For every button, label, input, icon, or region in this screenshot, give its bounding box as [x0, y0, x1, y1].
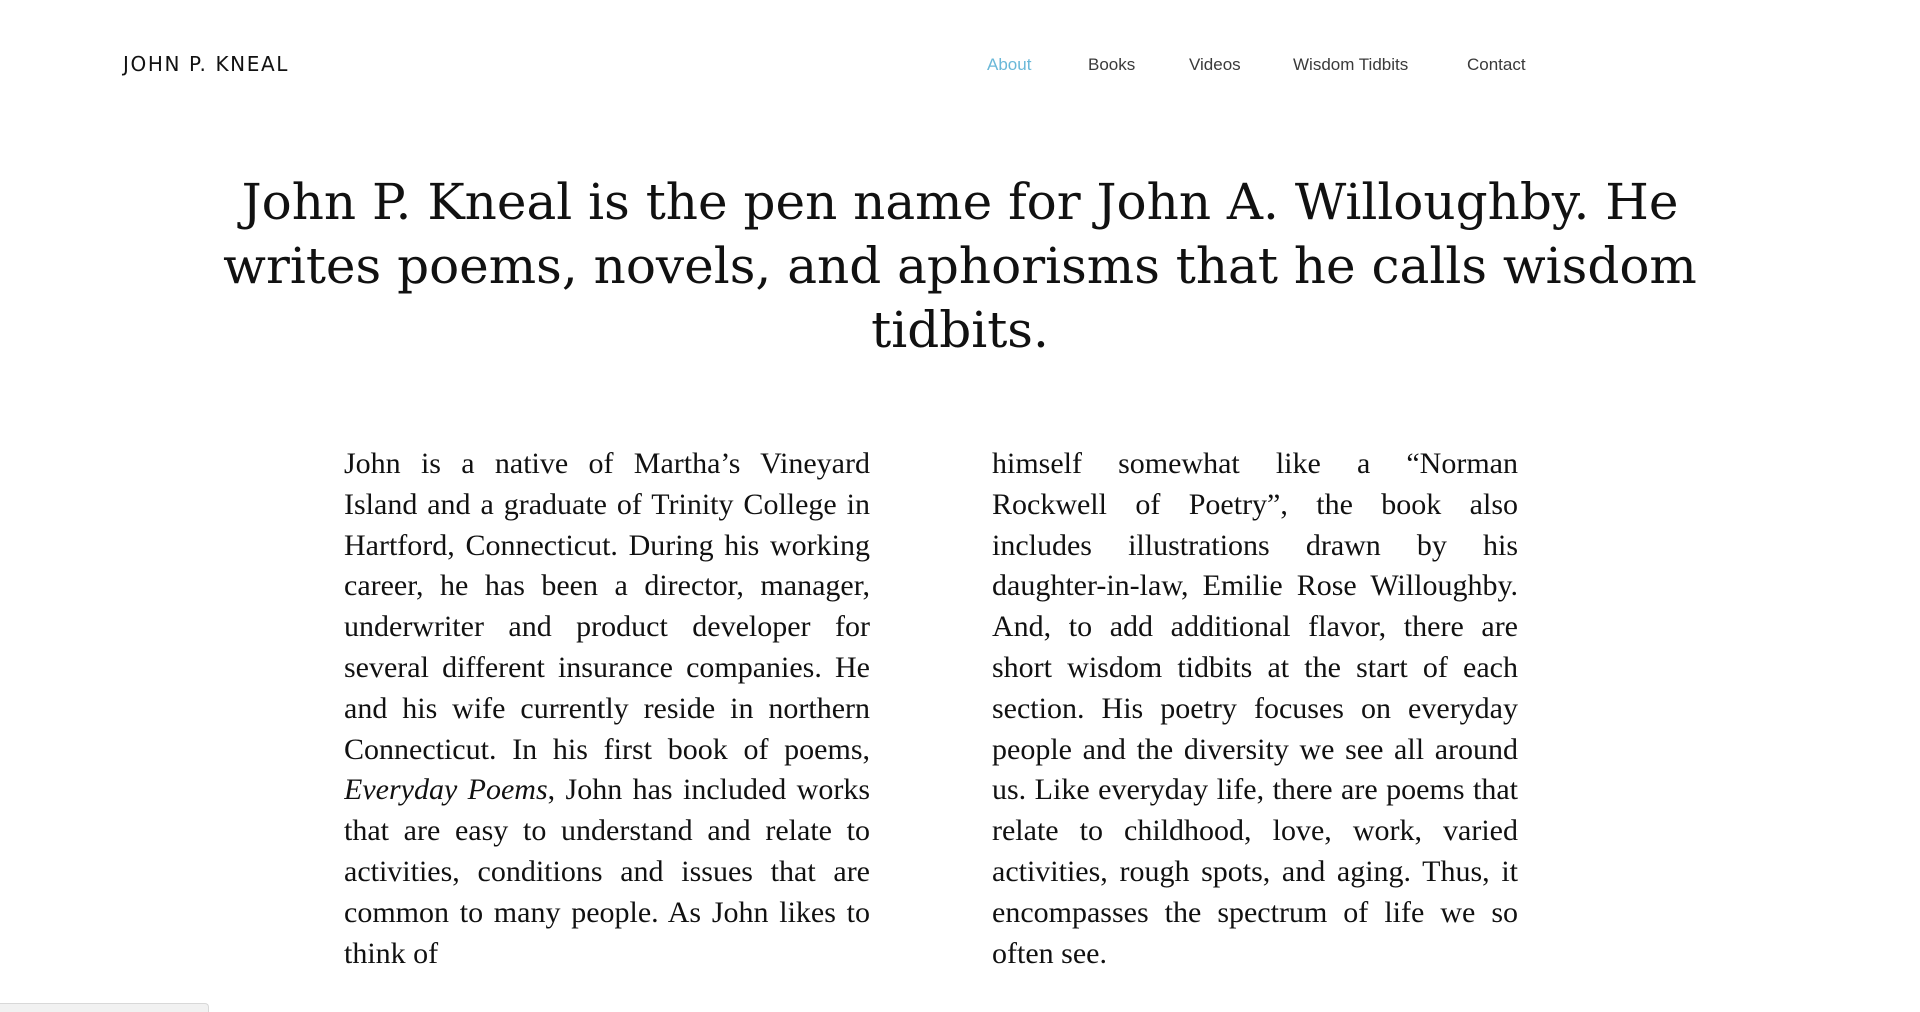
bio-column-right: himself somewhat like a “Norman Rockwell of Poetry”, the book also includes illustrations drawn by his daughter-in-law, Emilie Rose Willoughby. And, to add additional flavor, there are short wisdom tidbits at the start of each section. His poetry focuses on everyday people and the diversity we see all around us. Like everyday life, there are poems that relate to childhood, love, work, varied activities, rough spots, and aging. Thus, it encompasses the spectrum of life we so often see. [992, 447, 1518, 970]
page-headline: John P. Kneal is the pen name for John A. Willoughby. He writes poems, novels, and aphorisms that he calls wisdom tidbits. [223, 173, 1697, 359]
nav-wisdom-tidbits[interactable]: Wisdom Tidbits [1293, 55, 1409, 74]
main-nav [0, 55, 1920, 81]
bio-column-left [344, 444, 870, 974]
bio-text-part-1: John is a native of Martha’s Vineyard Island and a graduate of Trinity College in Hartford, Connecticut. During his working career, he has been a director, manager, underwriter and product developer for several different insurance companies. He and his wife currently reside in northern Connecticut. In his first book of poems, [344, 447, 870, 766]
site-title-link[interactable]: JOHN P. KNEAL [123, 52, 289, 76]
book-title: Everyday Poems [344, 773, 548, 807]
nav-books[interactable]: Books [1088, 55, 1136, 74]
site-header [0, 0, 1920, 140]
nav-about[interactable]: About [987, 55, 1032, 74]
nav-contact[interactable]: Contact [1467, 55, 1526, 74]
browser-status-bar [0, 1003, 209, 1012]
nav-videos[interactable]: Videos [1189, 55, 1241, 74]
bio-text-part-2: , John has included works that are easy to understand and relate to activities, conditions and issues that are common to many people. As John likes to think of [344, 773, 870, 970]
